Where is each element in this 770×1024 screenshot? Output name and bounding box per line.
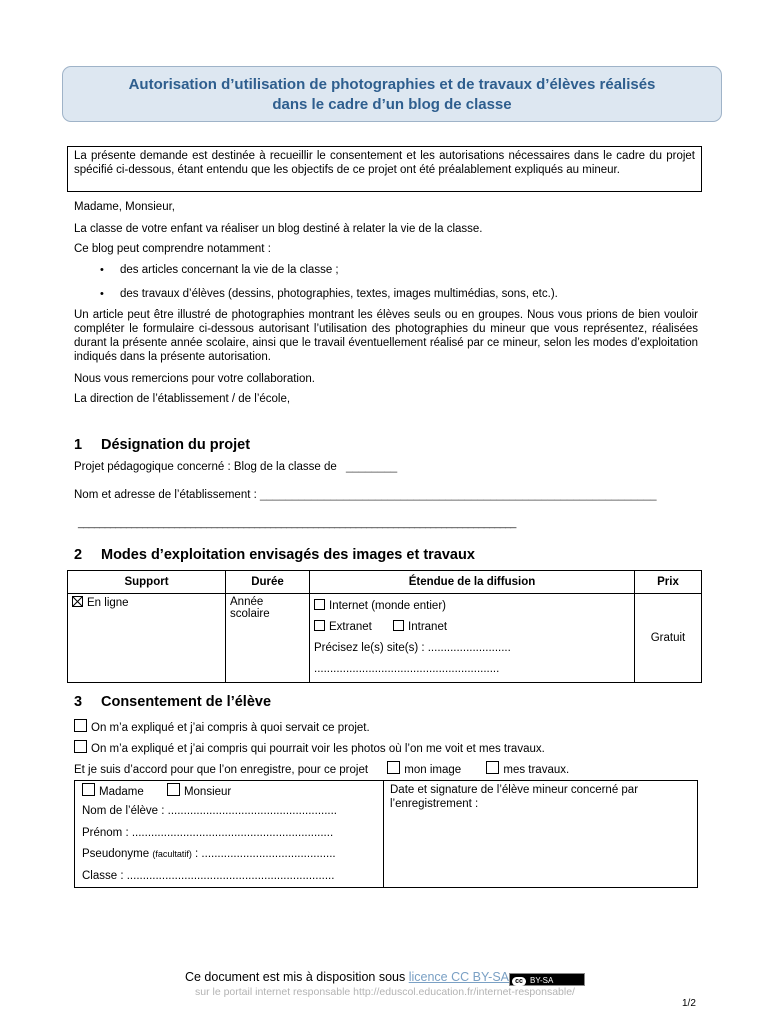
header-etendue: Étendue de la diffusion [310,571,635,594]
madame-label: Madame [99,786,144,798]
intranet-label: Intranet [408,621,448,633]
precisez-dots[interactable]: .......................................................... [314,663,500,675]
signature-box[interactable]: Date et signature de l’élève mineur concerné par l’enregistrement : [390,784,639,810]
section-2-title: Modes d’exploitation envisagés des images et travaux [101,547,475,563]
bullet-item-2: des travaux d’élèves (dessins, photographies, textes, images multimédias, sons, etc.). [120,288,558,300]
madame-checkbox[interactable] [82,783,95,796]
modes-table [67,570,702,683]
support-cell [68,594,226,683]
cc-by-sa-badge[interactable] [509,973,585,986]
consent-1-label: On m’a expliqué et j’ai compris à quoi servait ce projet. [91,722,370,734]
licence-link[interactable]: licence CC BY-SA [408,970,509,984]
document-title [62,66,722,122]
section-1-title: Désignation du projet [101,437,251,453]
monsieur-checkbox[interactable] [167,783,180,796]
letter-paragraph-4: Nous vous remercions pour votre collaboration. [74,373,315,385]
monsieur-label: Monsieur [183,786,232,798]
section-3-number: 3 [74,694,83,710]
letter-paragraph-3: Un article peut être illustré de photographies montrant les élèves seuls ou en groupes. Nous vous prions de bien vouloir compléter le formulaire ci-dessous autorisant l’utilisation des photographies du mineur que vous représentez, réalisées durant la présente année scolaire, ainsi que le travail éventuellement réalisé par ce mineur, selon les modes d’exploitation indiqués dans la présente autorisation. [74,309,698,363]
prenom-field[interactable]: Prénom : ............................................................... [82,827,334,839]
bullet-item-1: des articles concernant la vie de la classe ; [120,264,339,276]
consent-1-checkbox[interactable] [74,719,87,732]
mon-image-checkbox[interactable] [387,761,400,774]
en-ligne-checkbox[interactable] [72,596,83,607]
cc-icon: cc [512,977,526,986]
pseudo-field[interactable] [82,848,336,860]
salutation: Madame, Monsieur, [74,201,175,213]
table-header-row [68,571,702,594]
intro-box: La présente demande est destinée à recueillir le consentement et les autorisations nécessaires dans le cadre du projet spécifié ci-dessous, étant entendu que les objectifs de ce projet ont été préalablement expliqués au mineur. [67,146,702,192]
section-2-number: 2 [74,547,83,563]
agree-line [74,761,569,776]
address-blank-line-2[interactable]: __________________________________________________________________________________ [78,517,516,529]
address-field[interactable] [74,489,657,501]
header-duree: Durée [226,571,310,594]
header-support: Support [68,571,226,594]
extranet-label: Extranet [329,621,372,633]
duree-line-2: scolaire [230,608,270,620]
letter-paragraph-5: La direction de l’établissement / de l’école, [74,393,291,405]
footer-license-line [0,970,770,986]
prix-cell: Gratuit [635,594,702,683]
duree-line-1: Année [230,596,264,608]
extranet-checkbox[interactable] [314,620,325,631]
consent-2[interactable] [74,740,545,755]
cc-badge-text: BY-SA [530,976,554,985]
etendue-cell [310,594,635,683]
precisez-field[interactable]: Précisez le(s) site(s) : .......................... [314,642,511,654]
civility-row [82,783,231,798]
intranet-checkbox[interactable] [393,620,404,631]
page-number: 1/2 [682,998,696,1009]
classe-field[interactable]: Classe : ................................................................. [82,870,335,882]
consent-1[interactable] [74,719,370,734]
project-label: Projet pédagogique concerné : Blog de la classe de [74,461,337,473]
bullet-dot: • [100,288,104,300]
agree-label: Et je suis d’accord pour que l’on enregistre, pour ce projet [74,764,369,776]
footer-portal-link[interactable]: sur le portail internet responsable http://eduscol.education.fr/internet-responsable/ [195,986,575,998]
student-info-left [75,781,384,887]
mon-image-label: mon image [404,764,462,776]
duree-cell [226,594,310,683]
internet-checkbox[interactable] [314,599,325,610]
pseudo-label: Pseudonyme [82,848,150,860]
pseudo-dots[interactable]: : .......................................... [195,848,336,860]
support-label: En ligne [87,597,129,609]
title-line-2: dans le cadre d’un blog de classe [272,96,512,113]
pseudo-optional: (facultatif) [152,849,192,859]
mes-travaux-checkbox[interactable] [486,761,499,774]
letter-paragraph-2: Ce blog peut comprendre notamment : [74,243,271,255]
address-label: Nom et adresse de l’établissement : [74,489,257,501]
nom-field[interactable]: Nom de l’élève : ..................................................... [82,805,337,817]
internet-label: Internet (monde entier) [329,600,446,612]
project-blank[interactable]: ________ [345,461,398,473]
student-info-table [74,780,698,888]
project-field[interactable] [74,461,397,473]
consent-2-checkbox[interactable] [74,740,87,753]
section-1-number: 1 [74,437,83,453]
letter-paragraph-1: La classe de votre enfant va réaliser un blog destiné à relater la vie de la classe. [74,223,483,235]
mes-travaux-label: mes travaux. [503,764,570,776]
address-blank[interactable]: ______________________________________________________________ [260,489,657,501]
table-row [68,594,702,683]
section-3-title: Consentement de l’élève [101,694,272,710]
consent-2-label: On m’a expliqué et j’ai compris qui pourrait voir les photos où l’on me voit et mes travaux. [91,743,545,755]
bullet-dot: • [100,264,104,276]
footer-text: Ce document est mis à disposition sous [184,970,406,984]
title-line-1: Autorisation d’utilisation de photographies et de travaux d’élèves réalisés [128,76,656,93]
header-prix: Prix [635,571,702,594]
